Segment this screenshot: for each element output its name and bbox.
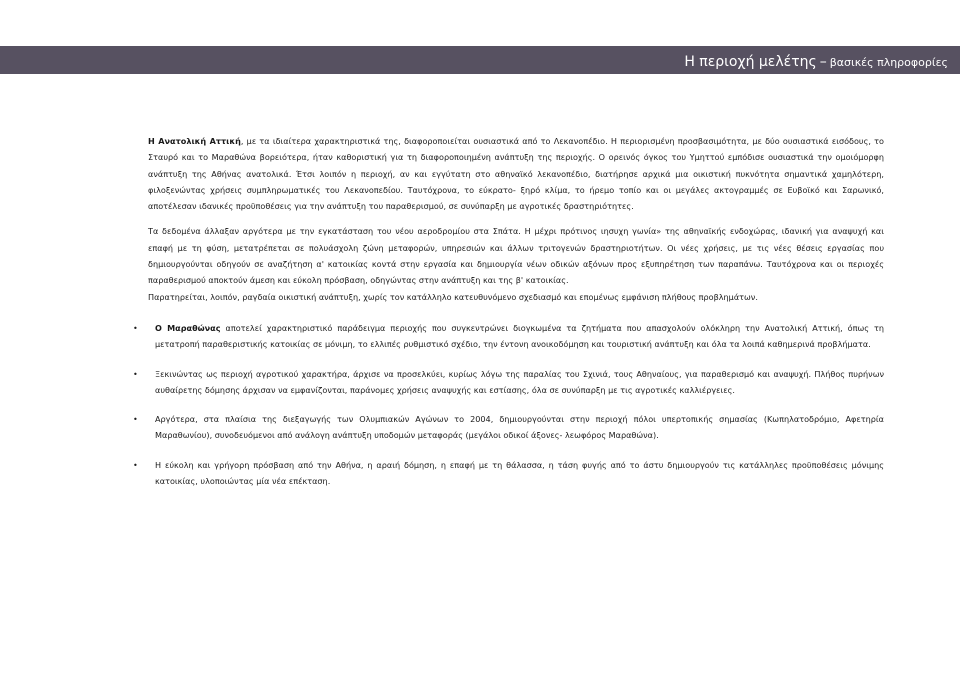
bullet-icon: • xyxy=(133,368,138,379)
bullet-text: αποτελεί χαρακτηριστικό παράδειγμα περιοχής που συγκεντρώνει διογκωμένα τα ζητήματα που απασχολούν ολόκληρη την Ανατολική Αττική, όπως τη μετατροπή παραθεριστικής κατοικίας σε μόνιμη, το ελλιπές ρυθμιστικό σχέδιο, την έντονη ανοικοδόμηση και τουριστική ανάπτυξη και όλα τα λοιπά καθημερινά προβλήματα. xyxy=(155,322,884,350)
list-item xyxy=(133,411,884,444)
intro-bold-lead: Η Ανατολική Αττική xyxy=(148,136,241,146)
bullet-icon: • xyxy=(133,459,138,470)
change-paragraph: Τα δεδομένα άλλαξαν αργότερα με την εγκατάσταση του νέου αεροδρομίου στα Σπάτα. Η μέχρι πρότινος ιησυχη γωνία» της αθηναϊκής ενδοχώρας, ιδανική για αναψυχή και επαφή με τη φύση, μετατρέπεται σε πολυάσχολη ζώνη μεταφορών, υπηρεσιών και άλλων τριτογενών δραστηριοτήτων. Οι νέες χρήσεις, με τις νέες θέσεις εργασίας που δημιουργούνται οδηγούν σε αναζήτηση α' κατοικίας κοντά στην εργασία και δημιουργία νέων οδικών αξόνων προς εξυπηρέτηση των παραπάνω. Ταυτόχρονα και οι περιοχές παραθερισμού αποκτούν άμεση και εύκολη πρόσβαση, οδηγώντας στην ανάπτυξη και της β' κατοικίας. xyxy=(148,226,884,286)
page-subtitle: βασικές πληροφορίες xyxy=(829,56,948,69)
bullet-bold: Ο Μαραθώνας xyxy=(155,322,221,333)
bullet-text: Η εύκολη και γρήγορη πρόσβαση από την Αθήνα, η αραιή δόμηση, η επαφή με τη θάλασσα, η τάση φυγής από το άστυ δημιουργούν τις κατάλληλες προϋποθέσεις μόνιμης κατοικίας, υλοποιώντας μία νέα επέκταση. xyxy=(155,459,884,487)
intro-paragraph xyxy=(148,133,884,214)
list-item xyxy=(133,320,884,353)
bullet-icon: • xyxy=(133,414,138,425)
intro-text: , με τα ιδιαίτερα χαρακτηριστικά της, διαφοροποιείται ουσιαστικά από το Λεκανοπέδιο. Η περιορισμένη προσβασιμότητα, με δύο ουσιαστικά εισόδους, το Σταυρό και το Μαραθώνα βορειότερα, ήταν καθοριστική για τη διαφοροποιημένη ανάπτυξη της περιοχής. Ο ορεινός όγκος του Υμηττού εμπόδισε ουσιαστικά την ομοιόμορφη ανάπτυξη της Αθήνας ανατολικά. Έτσι λοιπόν η περιοχή, αν και εγγύτατη στο αθηναϊκό λεκανοπέδιο, διατήρησε αρχικά μια οικιστική πυκνότητα σημαντικά χαμηλότερη, φιλοξενώντας χρήσεις συμπληρωματικές του Λεκανοπεδίου. Ταυτόχρονα, το εύκρατο- ξηρό κλίμα, το ήρεμο τοπίο και οι μεγάλες ακτογραμμές σε Ευβοϊκό και Σαρωνικό, αποτέλεσαν ιδανικές προϋποθέσεις για την ανάπτυξη του παραθερισμού, σε συνύπαρξη με αγροτικές δραστηριότητες. xyxy=(148,136,884,212)
bullet-text: Ξεκινώντας ως περιοχή αγροτικού χαρακτήρα, άρχισε να προσελκύει, κυρίως λόγω της παραλίας του Σχινιά, τους Αθηναίους, για παραθερισμό και αναψυχή. Πλήθος πυρήνων αυθαίρετης δόμησης άρχισαν να εμφανίζονται, παράνομες χρήσεις αναψυχής και εστίασης, όλα σε συνύπαρξη με τις αγροτικές καλλιέργειες. xyxy=(155,368,884,395)
bullet-icon: • xyxy=(133,322,138,333)
header-bar xyxy=(0,46,960,74)
list-item xyxy=(133,366,884,399)
list-item xyxy=(133,457,884,490)
bullet-list xyxy=(133,320,884,489)
bullet-text: Αργότερα, στα πλαίσια της διεξαγωγής των Ολυμπιακών Αγώνων το 2004, δημιουργούνται στην περιοχή πόλοι υπερτοπικής σημασίας (Κωπηλατοδρόμιο, Αφετηρία Μαραθωνίου), συνοδευόμενοι από ανάλογη ανάπτυξη υποδομών μεταφοράς (μεγάλοι οδικοί άξονες- λεωφόρος Μαραθώνα). xyxy=(155,414,884,441)
title-dash: – xyxy=(819,54,827,70)
page-title-main: Η περιοχή μελέτης xyxy=(684,54,817,70)
page-title xyxy=(684,51,948,70)
document-body xyxy=(133,133,884,502)
conclusion-paragraph: Παρατηρείται, λοιπόν, ραγδαία οικιστική ανάπτυξη, χωρίς τον κατάλληλο κατευθυνόμενο σχεδιασμό και επομένως εμφάνιση πλήθους προβλημάτων. xyxy=(148,291,758,302)
